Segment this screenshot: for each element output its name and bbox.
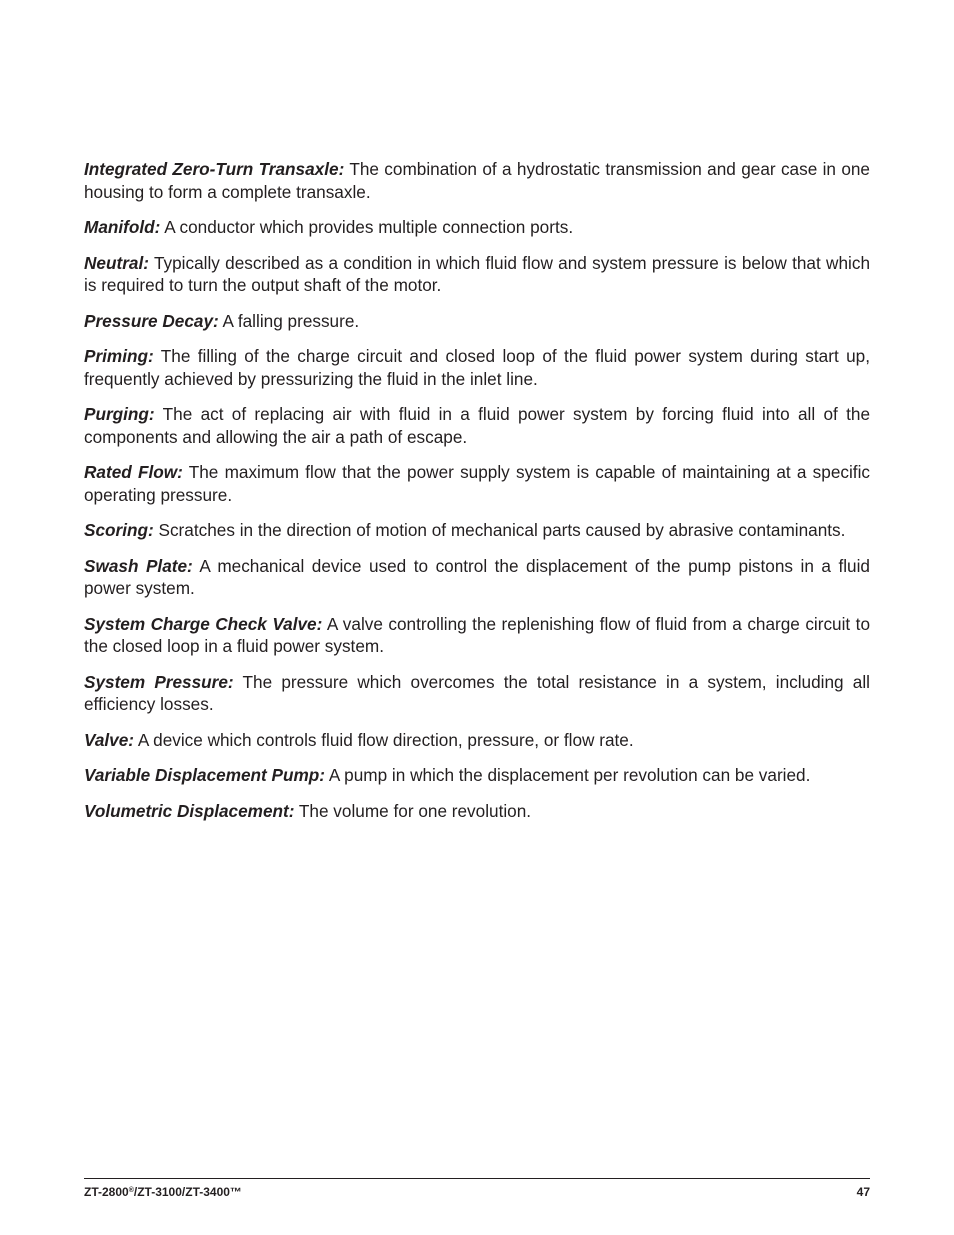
glossary-term: Manifold:: [84, 217, 161, 237]
glossary-term: Variable Displacement Pump:: [84, 765, 326, 785]
glossary-entry-volumetric-displacement: [84, 800, 870, 823]
glossary-term: Pressure Decay:: [84, 310, 219, 331]
glossary: [84, 158, 870, 835]
glossary-definition: A falling pressure.: [218, 310, 360, 331]
glossary-term: Volumetric Displacement:: [84, 800, 295, 821]
glossary-definition: The combination of a hydrostatic transmission and gear case in one housing to form a complete transaxle.: [84, 159, 870, 202]
glossary-entry-variable-displacement-pump: [84, 764, 870, 787]
footer-divider: [84, 1178, 870, 1179]
glossary-entry-system-pressure: [84, 671, 870, 716]
glossary-definition: A conductor which provides multiple connection ports.: [160, 217, 574, 237]
glossary-definition: A mechanical device used to control the displacement of the pump pistons in a fluid power system.: [84, 555, 870, 598]
glossary-definition: A device which controls fluid flow direction, pressure, or flow rate.: [134, 729, 634, 750]
glossary-term: Neutral:: [84, 252, 149, 273]
glossary-entry-priming: [84, 345, 870, 390]
glossary-term: Rated Flow:: [84, 462, 183, 482]
glossary-entry-rated-flow: [84, 461, 870, 506]
glossary-definition: A pump in which the displacement per revolution can be varied.: [325, 765, 811, 785]
glossary-term: Valve:: [84, 729, 135, 750]
glossary-definition: Scratches in the direction of motion of mechanical parts caused by abrasive contaminants.: [153, 520, 846, 540]
glossary-entry-manifold: [84, 216, 870, 239]
glossary-definition: The act of replacing air with fluid in a fluid power system by forcing fluid into all of the components and allowing the air a path of escape.: [84, 404, 870, 447]
glossary-definition: Typically described as a condition in which fluid flow and system pressure is below that which is required to turn the output shaft of the motor.: [84, 252, 870, 295]
glossary-entry-valve: [84, 729, 870, 752]
glossary-definition: The pressure which overcomes the total resistance in a system, including all efficiency losses.: [84, 671, 870, 714]
glossary-entry-neutral: [84, 252, 870, 297]
glossary-term: System Charge Check Valve:: [84, 613, 323, 634]
footer-model-part2: /ZT-3100/ZT-3400™: [133, 1185, 242, 1199]
registered-mark: ®: [128, 1187, 134, 1194]
footer-model-names: [84, 1184, 242, 1200]
glossary-entry-purging: [84, 403, 870, 448]
glossary-term: Integrated Zero-Turn Transaxle:: [84, 159, 345, 179]
glossary-entry-pressure-decay: [84, 310, 870, 333]
footer-model-part1: ZT-2800: [84, 1185, 129, 1199]
glossary-definition: A valve controlling the replenishing flow of fluid from a charge circuit to the closed loop in a fluid power system.: [84, 613, 870, 656]
glossary-entry-scoring: [84, 519, 870, 542]
glossary-term: System Pressure:: [84, 671, 234, 692]
glossary-term: Purging:: [84, 404, 155, 424]
glossary-entry-system-charge-check-valve: [84, 613, 870, 658]
glossary-term: Priming:: [84, 346, 154, 366]
glossary-definition: The filling of the charge circuit and closed loop of the fluid power system during start up, frequently achieved by pressurizing the fluid in the inlet line.: [84, 346, 870, 389]
page-number: 47: [856, 1185, 870, 1199]
glossary-definition: The maximum flow that the power supply system is capable of maintaining at a specific operating pressure.: [84, 462, 870, 505]
glossary-entry-swash-plate: [84, 555, 870, 600]
glossary-definition: The volume for one revolution.: [294, 800, 532, 821]
glossary-term: Scoring:: [84, 520, 154, 540]
glossary-term: Swash Plate:: [84, 555, 193, 576]
glossary-entry-integrated-zero-turn-transaxle: [84, 158, 870, 203]
